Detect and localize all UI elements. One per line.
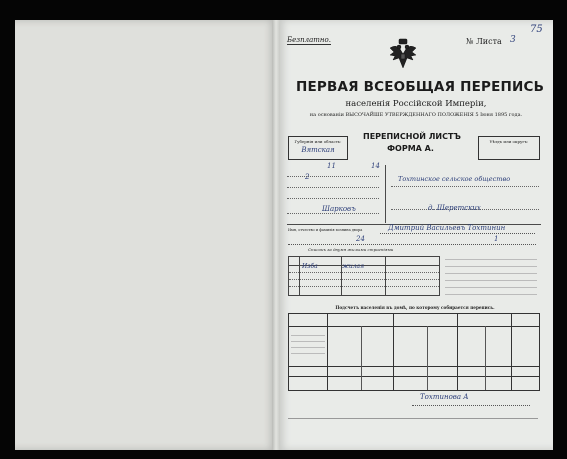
signature-value: Тохтинова А: [420, 393, 469, 401]
form-title-box: [363, 132, 461, 162]
corner-page-number: 75: [530, 24, 543, 35]
province-value: Вятская: [301, 146, 335, 154]
uchastok-2-value: 14: [371, 162, 380, 170]
population-count-table: [288, 313, 540, 391]
province-label: Губернія или область:: [294, 139, 342, 144]
building-word-2: жилая: [342, 263, 365, 270]
village-value: д. Шеретских: [428, 204, 481, 212]
census-basis-line: на основаніи ВЫСОЧАЙШЕ УТВЕРЖДЕННАГО ПОЛОЖЕНІЯ 5 Іюня 1895 года.: [309, 112, 523, 118]
district-label: Уѣздъ или округъ:: [489, 139, 529, 144]
book-spine: [272, 20, 280, 450]
signature-line: [412, 405, 530, 406]
left-page: [15, 20, 277, 450]
uchastok-3-value: 2: [305, 173, 310, 181]
uchastok-1-value: 11: [327, 162, 336, 170]
count-title: Подсчетъ населенія въ домѣ, по которому собирается перепись.: [335, 305, 495, 310]
community-value: Тохтинское сельское общество: [398, 175, 511, 183]
dvor-value: 24: [356, 235, 365, 243]
sheet-number-value: 3: [510, 35, 516, 45]
owner-label: Имя, отчество и фамилія хозяина двора: [288, 228, 363, 232]
dvor-2-value: 1: [494, 235, 499, 243]
coat-of-arms-icon: [386, 38, 420, 72]
census-subtitle: населенія Россійской Имперіи,: [345, 99, 487, 109]
free-label: Безплатно.: [287, 36, 331, 44]
list-note: Списокъ за двумя жилыми строеніями: [308, 247, 394, 252]
owner-value: Дмитрий Васильевъ Тохтинин: [388, 224, 506, 232]
footer-rule: [288, 418, 538, 419]
form-a-label: ФОРМА А.: [387, 144, 434, 153]
sheet-number-label: № Листа: [466, 37, 502, 46]
dvor-line: [288, 244, 536, 245]
buildings-table: [288, 256, 440, 296]
district-box: [478, 136, 540, 160]
building-word-1: Изба: [302, 263, 318, 270]
owner-line: [380, 233, 535, 234]
info-divider: [385, 165, 386, 223]
census-sheet-title: ПЕРЕПИСНОЙ ЛИСТЪ: [363, 132, 461, 141]
name-1-value: Шарковъ: [322, 205, 356, 213]
instructions-note: [445, 255, 537, 297]
census-title: ПЕРВАЯ ВСЕОБЩАЯ ПЕРЕПИСЬ: [296, 79, 545, 95]
province-box: [288, 136, 348, 160]
